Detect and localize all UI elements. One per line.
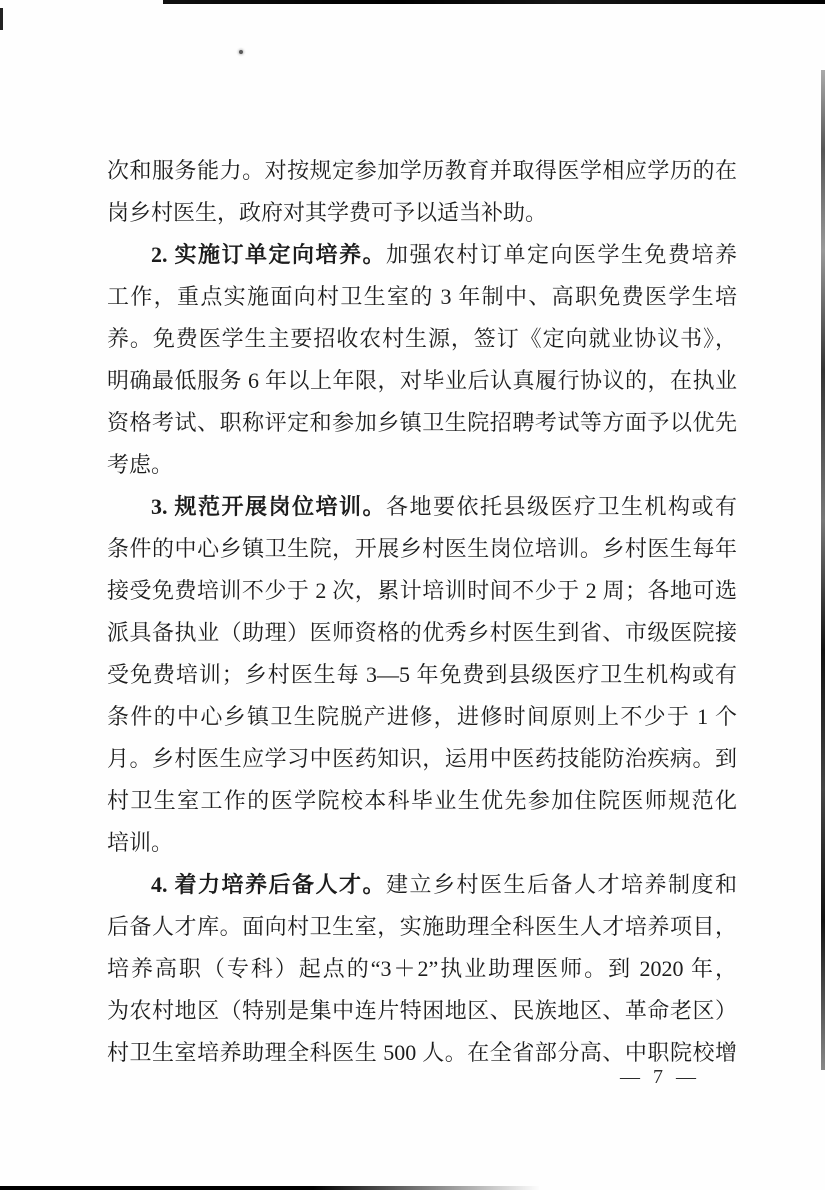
text-line <box>107 360 737 402</box>
heading-run-in: 2. 实施订单定向培养。 <box>151 242 386 267</box>
text-line <box>107 612 737 654</box>
heading-run-in: 3. 规范开展岗位培训。 <box>151 494 386 519</box>
text-line <box>107 276 737 318</box>
line-text: 考虑。 <box>107 452 174 477</box>
text-line <box>107 948 737 990</box>
line-text: 接受免费培训不少于 2 次，累计培训时间不少于 2 周；各地可选 <box>107 578 737 603</box>
line-text: 村卫生室培养助理全科医生 500 人。在全省部分高、中职院校增 <box>107 1040 737 1065</box>
line-text: 次和服务能力。对按规定参加学历教育并取得医学相应学历的在 <box>107 158 737 183</box>
text-line <box>107 486 737 528</box>
text-line <box>107 696 737 738</box>
line-text: 明确最低服务 6 年以上年限，对毕业后认真履行协议的，在执业 <box>107 368 737 393</box>
text-line <box>107 318 737 360</box>
line-text: 月。乡村医生应学习中医药知识，运用中医药技能防治疾病。到 <box>107 746 737 771</box>
text-line <box>107 444 737 486</box>
text-line <box>107 654 737 696</box>
line-text: 为农村地区（特别是集中连片特困地区、民族地区、革命老区） <box>107 998 737 1023</box>
line-text: 后备人才库。面向村卫生室，实施助理全科医生人才培养项目， <box>107 914 737 939</box>
heading-run-in: 4. 着力培养后备人才。 <box>151 872 386 897</box>
text-line <box>107 570 737 612</box>
line-text: 岗乡村医生，政府对其学费可予以适当补助。 <box>107 200 548 225</box>
line-text: 派具备执业（助理）医师资格的优秀乡村医生到省、市级医院接 <box>107 620 737 645</box>
line-text: 工作，重点实施面向村卫生室的 3 年制中、高职免费医学生培 <box>107 284 737 309</box>
text-line <box>107 192 737 234</box>
text-line <box>107 864 737 906</box>
scan-artifact-ink-speck <box>239 50 243 54</box>
text-line <box>107 738 737 780</box>
page-number: — 7 — <box>620 1066 700 1088</box>
text-line <box>107 822 737 864</box>
text-line <box>107 528 737 570</box>
scan-artifact-bottom-edge <box>0 1186 540 1190</box>
line-text: 加强农村订单定向医学生免费培养 <box>386 242 737 267</box>
line-text: 培养高职（专科）起点的“3＋2”执业助理医师。到 2020 年， <box>107 956 737 981</box>
scan-artifact-left-corner <box>0 8 3 30</box>
scan-artifact-right-edge <box>821 70 825 1070</box>
text-line <box>107 234 737 276</box>
text-line <box>107 780 737 822</box>
text-line <box>107 990 737 1032</box>
line-text: 受免费培训；乡村医生每 3—5 年免费到县级医疗卫生机构或有 <box>107 662 737 687</box>
scan-artifact-top-edge <box>163 0 825 4</box>
line-text: 条件的中心乡镇卫生院，开展乡村医生岗位培训。乡村医生每年 <box>107 536 737 561</box>
text-line <box>107 150 737 192</box>
text-line <box>107 906 737 948</box>
document-body <box>107 150 737 1074</box>
line-text: 条件的中心乡镇卫生院脱产进修，进修时间原则上不少于 1 个 <box>107 704 737 729</box>
line-text: 各地要依托县级医疗卫生机构或有 <box>386 494 737 519</box>
text-line <box>107 402 737 444</box>
line-text: 养。免费医学生主要招收农村生源，签订《定向就业协议书》， <box>107 326 737 351</box>
line-text: 资格考试、职称评定和参加乡镇卫生院招聘考试等方面予以优先 <box>107 410 737 435</box>
line-text: 建立乡村医生后备人才培养制度和 <box>386 872 737 897</box>
line-text: 培训。 <box>107 830 174 855</box>
line-text: 村卫生室工作的医学院校本科毕业生优先参加住院医师规范化 <box>107 788 737 813</box>
